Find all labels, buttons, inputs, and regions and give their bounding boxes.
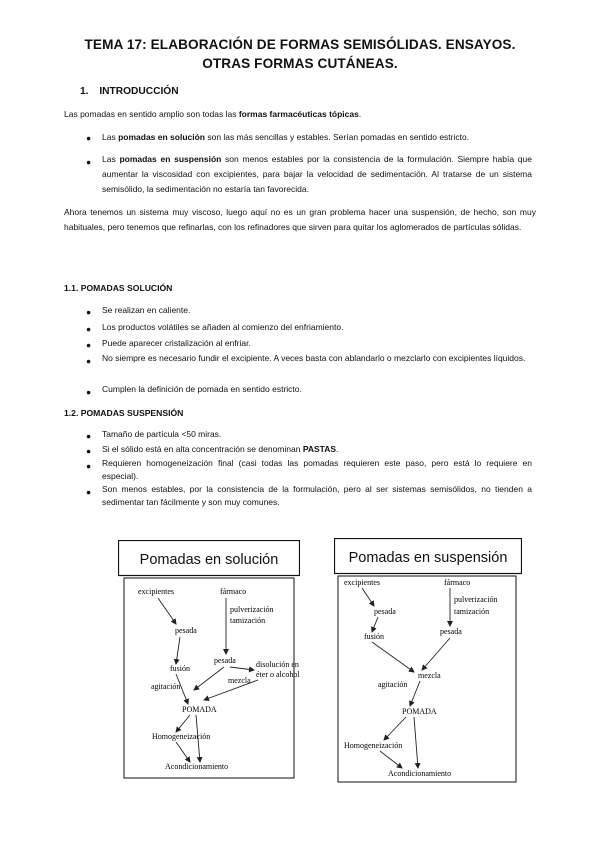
bullet-marker: ●: [86, 431, 92, 441]
node-acondicionamiento: Acondicionamiento: [165, 762, 229, 771]
text-run: Si el sólido está en alta concentración se denominan: [102, 444, 303, 454]
node-pesada-farmaco: pesada: [440, 627, 462, 636]
document-title-line2: OTRAS FORMAS CUTÁNEAS.: [202, 56, 398, 71]
solucion-item-5: Cumplen la definición de pomada en sentido estricto.: [102, 384, 302, 394]
section-number: 1.: [80, 86, 89, 97]
diagram-title: Pomadas en solución: [139, 552, 279, 568]
intro-paragraph-2: Ahora tenemos un sistema muy viscoso, luego aquí no es un gran problema hacer una suspensión, de hecho, son muy habituales, pero tenemos que refinarlas, con los refinadores que sirven para quitar los aglomerados de partículas sólidas.: [64, 207, 536, 232]
node-tamizacion: tamización: [454, 607, 490, 616]
node-farmaco: fármaco: [444, 578, 471, 587]
solucion-item-4: No siempre es necesario fundir el excipiente. A veces basta con ablandarlo o mezclarlo con excipientes líquidos.: [102, 353, 526, 363]
subsection-heading-suspension: 1.2. POMADAS SUSPENSIÓN: [64, 408, 184, 418]
text-run: son las más sencillas y estables. Serían pomadas en sentido estricto.: [204, 132, 470, 142]
bold-run: PASTAS: [302, 444, 337, 454]
bullet-marker: ●: [86, 307, 92, 317]
bullet-marker: ●: [86, 133, 92, 143]
bullet-marker: ●: [86, 324, 92, 334]
node-excipientes: excipientes: [138, 587, 174, 596]
node-homogeneizacion: Homogeneización: [344, 741, 403, 750]
node-agitacion: agitación: [151, 682, 181, 691]
section-title: INTRODUCCIÓN: [99, 86, 179, 97]
node-farmaco: fármaco: [220, 587, 247, 596]
solucion-item-3: Puede aparecer cristalización al enfriar.: [102, 338, 251, 348]
node-mezcla: mezcla: [228, 676, 251, 685]
node-tamizacion: tamización: [230, 616, 266, 625]
text-run: .: [358, 109, 362, 119]
solucion-item-2: Los productos volátiles se añaden al comienzo del enfriamiento.: [102, 322, 344, 332]
node-disolucion-line2: éter o alcohol: [256, 670, 300, 679]
bullet-marker: ●: [86, 340, 92, 350]
intro-bullet-solucion: [102, 130, 532, 145]
node-pomada: POMADA: [182, 705, 217, 714]
node-pesada-excipientes: pesada: [374, 607, 396, 616]
section-heading-introduccion: [80, 86, 179, 97]
intro-paragraph-1: [64, 107, 536, 122]
node-pulverizacion: pulverización: [230, 605, 274, 614]
text-run: Las pomadas en sentido amplio son todas las: [64, 109, 239, 119]
text-run: Las: [102, 132, 119, 142]
node-homogeneizacion: Homogeneización: [152, 732, 211, 741]
text-run: son menos estables por la consistencia de la formulación. Siempre había que aumentar la viscosidad con excipientes, para bajar la velocidad de sedimentación. Al tratarse de un sistema semisólido, la sedimentación no estaría tan favorecida.: [102, 154, 532, 194]
bullet-marker: ●: [86, 356, 92, 366]
subsection-heading-solucion: 1.1. POMADAS SOLUCIÓN: [64, 283, 173, 293]
bullet-marker: ●: [86, 461, 92, 471]
solucion-item-1: Se realizan en caliente.: [102, 305, 191, 315]
suspension-item-2: [102, 443, 532, 456]
diagram-pomadas-suspension: [334, 538, 522, 786]
bold-run: pomadas en solución: [118, 132, 205, 142]
diagram-pomadas-solucion: [118, 540, 300, 780]
node-agitacion: agitación: [378, 680, 408, 689]
node-acondicionamiento: Acondicionamiento: [388, 769, 452, 778]
text-run: .: [336, 444, 339, 454]
node-pomada: POMADA: [402, 707, 437, 716]
suspension-item-4: Son menos estables, por la consistencia de la formulación, pero al ser sistemas semisólidos, no tienden a sedimentar tan fácilmente y son muy comunes.: [102, 484, 532, 507]
node-pulverizacion: pulverización: [454, 595, 498, 604]
bold-run: pomadas en suspensión: [119, 154, 222, 164]
bullet-marker: ●: [86, 157, 92, 167]
bullet-marker: ●: [86, 446, 92, 456]
text-run: Las: [102, 154, 120, 164]
bullet-marker: ●: [86, 387, 92, 397]
node-excipientes: excipientes: [344, 578, 380, 587]
document-title-line1: TEMA 17: ELABORACIÓN DE FORMAS SEMISÓLIDAS. ENSAYOS.: [84, 37, 516, 52]
node-mezcla: mezcla: [418, 671, 441, 680]
diagram-title: Pomadas en suspensión: [348, 550, 508, 566]
node-pesada-excipientes: pesada: [175, 626, 197, 635]
node-fusion: fusión: [364, 632, 384, 641]
bullet-marker: ●: [86, 487, 92, 497]
node-fusion: fusión: [170, 664, 190, 673]
bold-run: formas farmacéuticas tópicas: [238, 109, 359, 119]
node-disolucion-line1: disolución en: [256, 660, 299, 669]
suspension-item-3: Requieren homogeneización final (casi todas las pomadas requieren este paso, pero está lo requiere en especial).: [102, 458, 532, 481]
suspension-item-1: Tamaño de partícula <50 miras.: [102, 429, 222, 439]
intro-bullet-suspension: [102, 152, 532, 197]
node-pesada-farmaco: pesada: [214, 656, 236, 665]
